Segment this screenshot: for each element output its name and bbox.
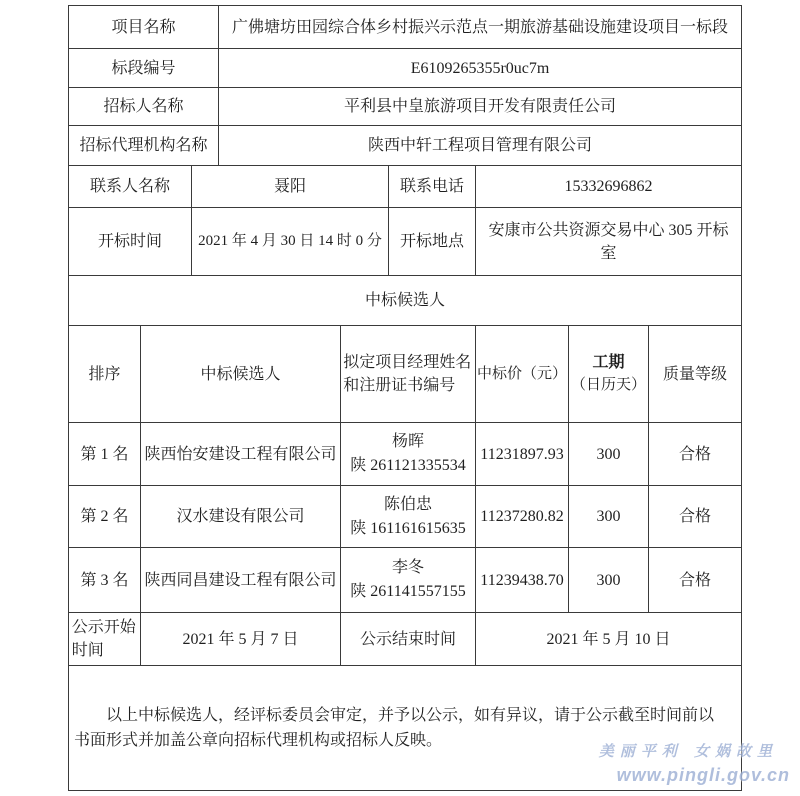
contact-phone-value: 15332696862: [476, 166, 742, 208]
duration-header: [569, 326, 649, 423]
candidate-manager-name: 李冬: [391, 559, 424, 576]
project-name-value: 广佛塘坊田园综合体乡村振兴示范点一期旅游基础设施建设项目一标段: [219, 6, 742, 49]
section-number-value: E6109265355r0uc7m: [219, 49, 742, 88]
candidate-row: [69, 548, 742, 613]
duration-header-unit: （日历天）: [570, 377, 646, 393]
section-row: [69, 49, 742, 88]
tenderer-label: 招标人名称: [69, 88, 219, 126]
watermark-url: www.pingli.gov.cn: [616, 765, 790, 785]
contact-name-label: 联系人名称: [69, 166, 192, 208]
opening-place-value: 安康市公共资源交易中心 305 开标室: [476, 208, 742, 276]
project-name-label: 项目名称: [69, 6, 219, 49]
candidate-quality: 合格: [649, 423, 742, 486]
publicity-start-label: [69, 613, 141, 666]
candidates-section-title: 中标候选人: [69, 276, 742, 326]
candidate-price: 11237280.82: [476, 486, 569, 548]
opening-row: [69, 208, 742, 276]
agency-row: [69, 126, 742, 166]
opening-place-label: 开标地点: [389, 208, 476, 276]
candidates-header-row: [69, 326, 742, 423]
candidate-rank: 第 1 名: [69, 423, 141, 486]
candidate-price: 11231897.93: [476, 423, 569, 486]
manager-header: [341, 326, 476, 423]
candidate-company: 陕西怡安建设工程有限公司: [141, 423, 341, 486]
agency-value: 陕西中轩工程项目管理有限公司: [219, 126, 742, 166]
candidate-manager-cert: 陕 261141557155: [350, 583, 466, 600]
notice-text: 以上中标候选人，经评标委员会审定，并予以公示，如有异议，请于公示截至时间前以书面形式并加盖公章向招标代理机构或招标人反映。: [69, 666, 742, 791]
publicity-end-value: 2021 年 5 月 10 日: [476, 613, 742, 666]
candidate-rank: 第 2 名: [69, 486, 141, 548]
candidate-manager: [341, 548, 476, 613]
candidate-manager-name: 陈伯忠: [383, 495, 432, 513]
candidate-duration: 300: [569, 486, 649, 548]
section-number-label: 标段编号: [69, 49, 219, 88]
rank-header: 排序: [69, 326, 141, 423]
quality-header: 质量等级: [649, 326, 742, 423]
publicity-row: [69, 613, 742, 666]
candidate-row: [69, 486, 742, 548]
candidate-quality: 合格: [649, 486, 742, 548]
publicity-start-label-text: 公示开始时间: [71, 619, 136, 659]
price-header: 中标价（元）: [476, 326, 569, 423]
publicity-start-value: 2021 年 5 月 7 日: [141, 613, 341, 666]
tenderer-row: [69, 88, 742, 126]
company-header: 中标候选人: [141, 326, 341, 423]
candidate-manager-cert: 陕 161161615635: [350, 519, 466, 537]
bid-candidate-table: [68, 5, 742, 791]
candidate-duration: 300: [569, 548, 649, 613]
candidate-price: 11239438.70: [476, 548, 569, 613]
manager-header-label: 拟定项目经理姓名和注册证书编号: [343, 354, 472, 394]
candidate-manager-cert: 陕 261121335534: [350, 457, 466, 474]
tenderer-value: 平利县中皇旅游项目开发有限责任公司: [219, 88, 742, 126]
candidate-rank: 第 3 名: [69, 548, 141, 613]
duration-header-label: 工期: [592, 354, 625, 371]
watermark-slogan: 美丽平利 女娲故里: [598, 742, 778, 760]
project-row: [69, 6, 742, 49]
agency-label: 招标代理机构名称: [69, 126, 219, 166]
candidate-quality: 合格: [649, 548, 742, 613]
candidate-company: 陕西同昌建设工程有限公司: [141, 548, 341, 613]
candidate-row: [69, 423, 742, 486]
contact-name-value: 聂阳: [192, 166, 389, 208]
candidate-manager: [341, 423, 476, 486]
contact-phone-label: 联系电话: [389, 166, 476, 208]
candidate-manager: [341, 486, 476, 548]
opening-time-value: 2021 年 4 月 30 日 14 时 0 分: [192, 208, 389, 276]
candidate-manager-name: 杨晖: [391, 433, 424, 450]
publicity-end-label: 公示结束时间: [341, 613, 476, 666]
candidate-duration: 300: [569, 423, 649, 486]
candidate-company: 汉水建设有限公司: [141, 486, 341, 548]
opening-time-label: 开标时间: [69, 208, 192, 276]
candidates-title-row: [69, 276, 742, 326]
contact-row: [69, 166, 742, 208]
